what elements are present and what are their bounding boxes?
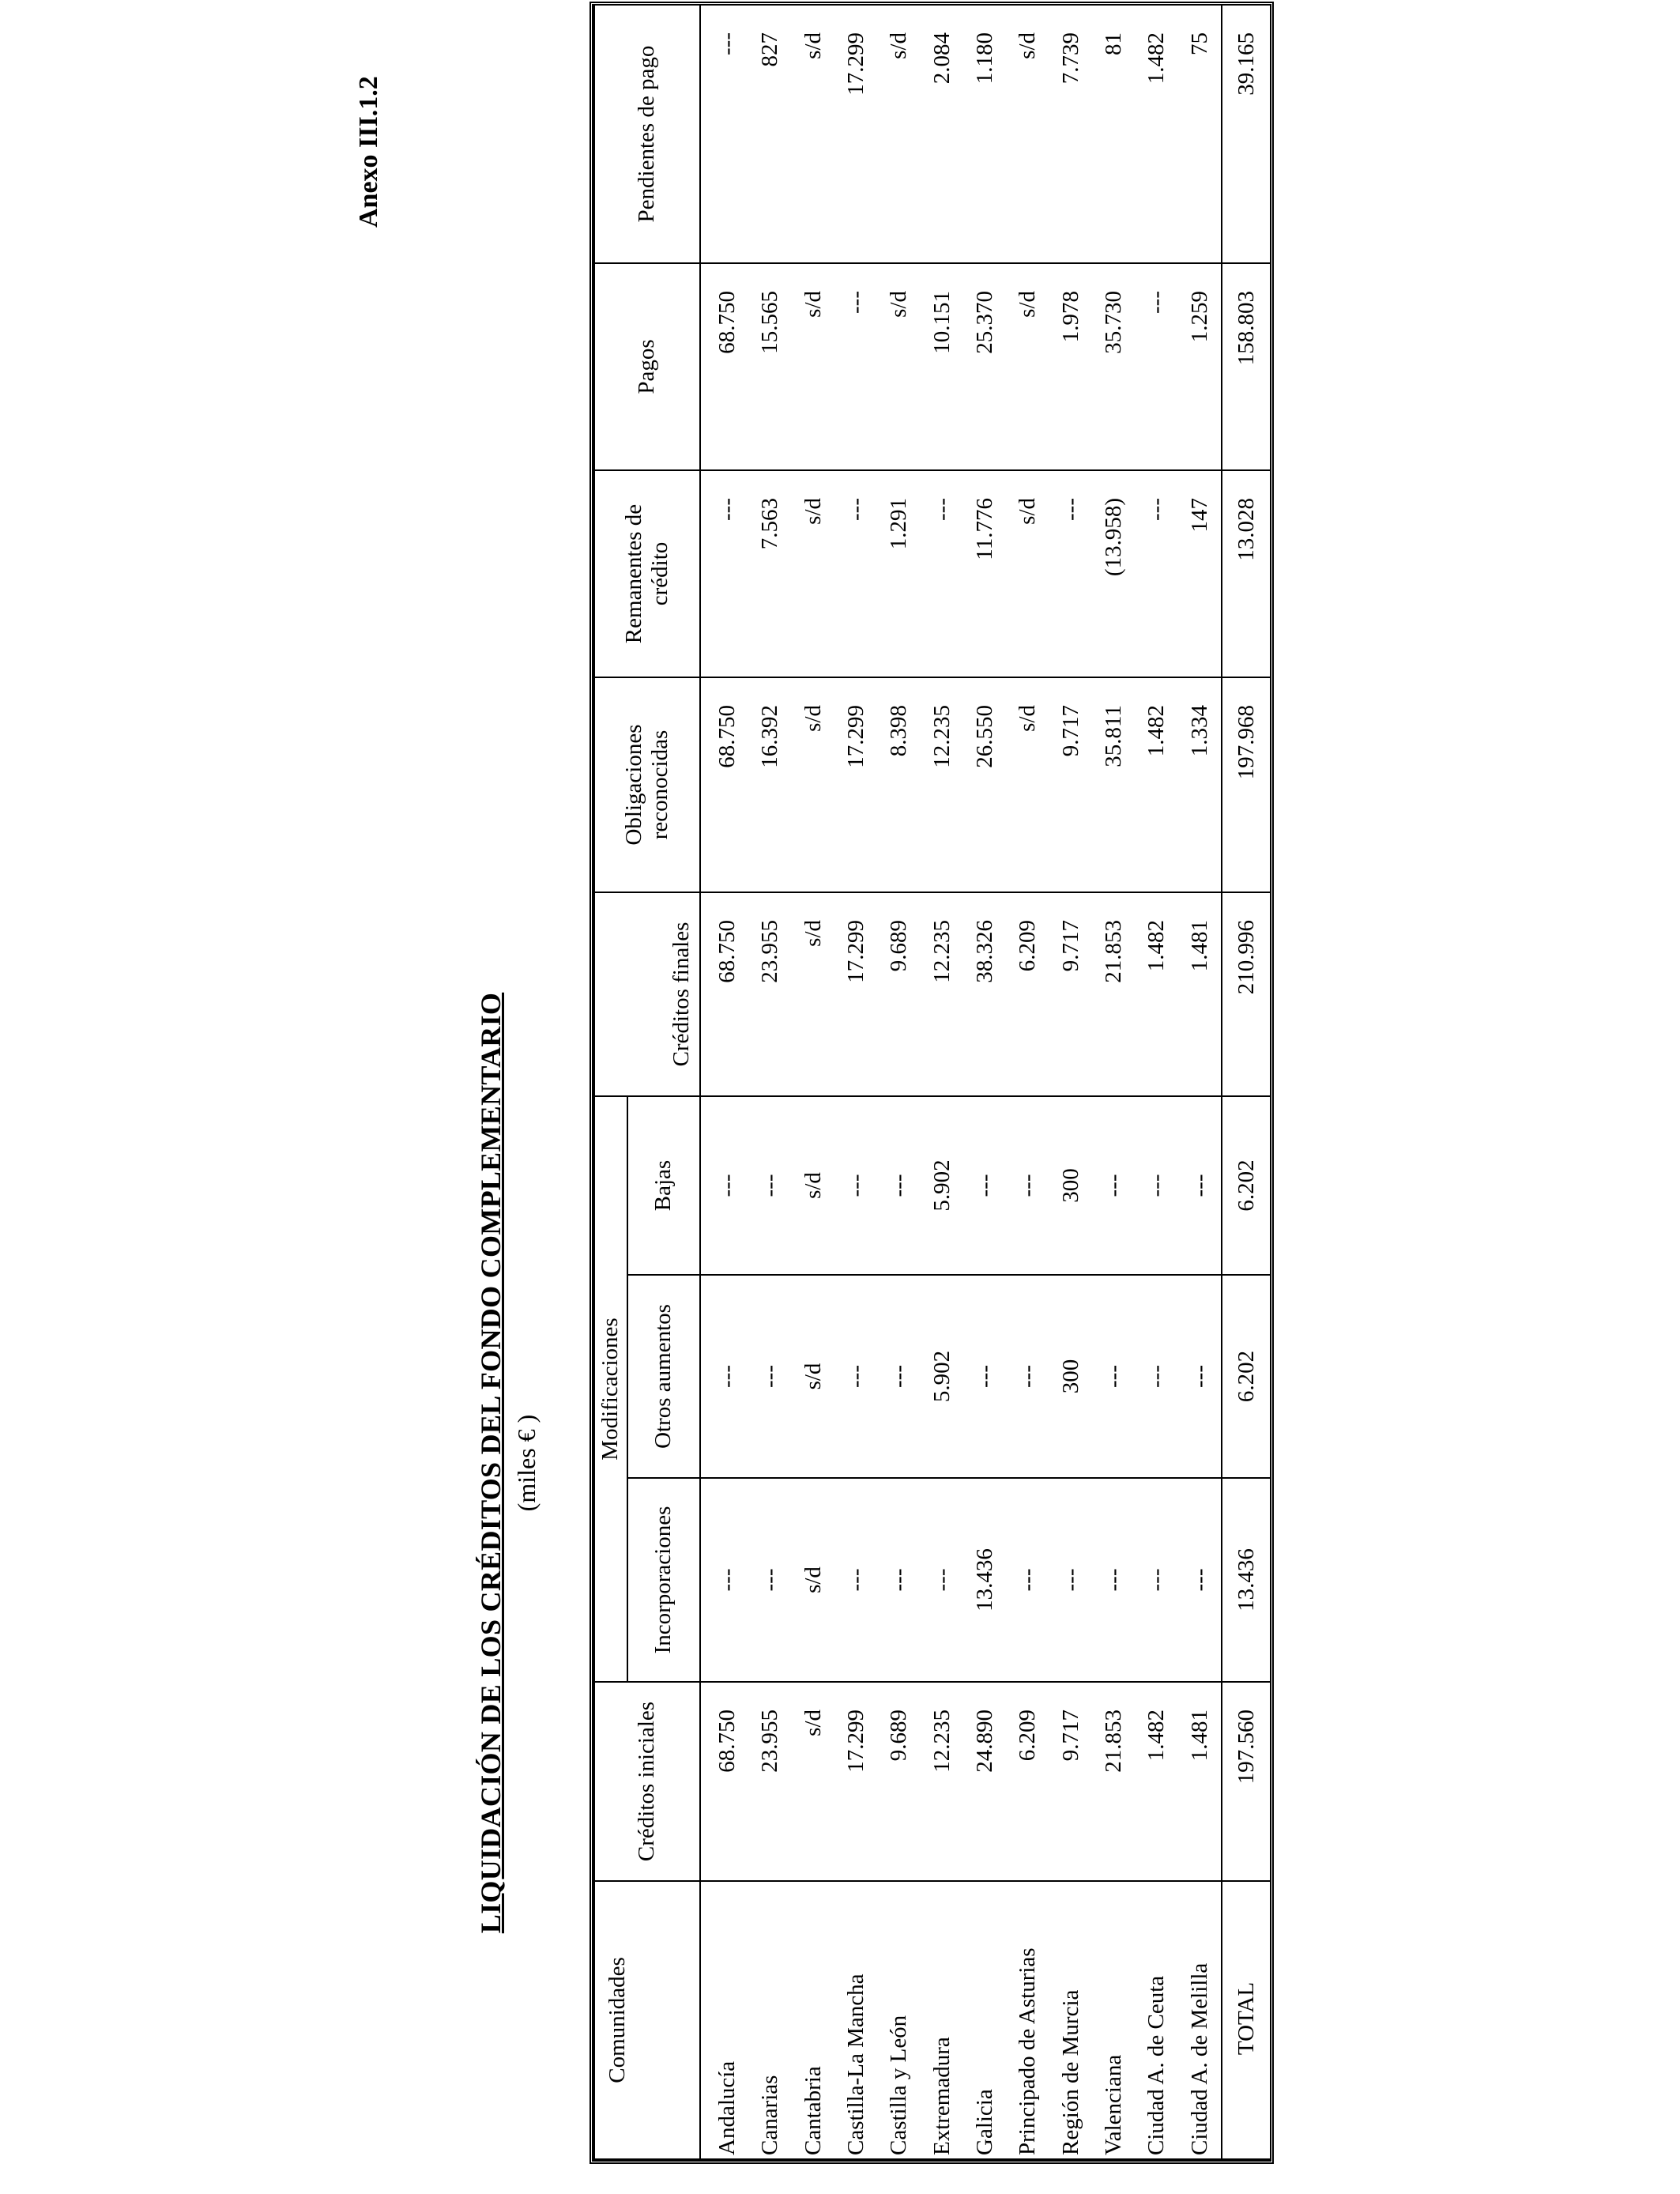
cell-finales: 21.853	[1092, 892, 1135, 1096]
cell-finales: 9.717	[1049, 892, 1092, 1096]
cell-bajas: ---	[1178, 1096, 1222, 1275]
cell-pagos: 10.151	[921, 263, 963, 470]
cell-remanentes: 147	[1178, 470, 1222, 677]
cell-incorporaciones: 13.436	[963, 1478, 1006, 1682]
cell-remanentes: s/d	[792, 470, 834, 677]
cell-total-bajas: 6.202	[1222, 1096, 1270, 1275]
cell-remanentes: ---	[700, 470, 749, 677]
cell-pendientes: 2.084	[921, 5, 963, 263]
cell-iniciales: 6.209	[1007, 1682, 1049, 1881]
cell-iniciales: 23.955	[749, 1682, 792, 1881]
header-obligaciones: Obligaciones reconocidas	[594, 677, 700, 892]
cell-obligaciones: 9.717	[1049, 677, 1092, 892]
cell-otros-aumentos: ---	[1007, 1275, 1049, 1478]
cell-finales: 23.955	[749, 892, 792, 1096]
cell-total-finales: 210.996	[1222, 892, 1270, 1096]
cell-otros-aumentos: ---	[1092, 1275, 1135, 1478]
cell-bajas: ---	[1007, 1096, 1049, 1275]
cell-obligaciones: 17.299	[834, 677, 877, 892]
table-row	[749, 5, 792, 2159]
cell-bajas: ---	[878, 1096, 921, 1275]
cell-obligaciones: 26.550	[963, 677, 1006, 892]
cell-pendientes: 1.482	[1136, 5, 1178, 263]
cell-pendientes: 7.739	[1049, 5, 1092, 263]
cell-incorporaciones: s/d	[792, 1478, 834, 1682]
cell-incorporaciones: ---	[1007, 1478, 1049, 1682]
cell-comunidad: Ciudad A. de Melilla	[1178, 1881, 1222, 2159]
total-row	[1222, 5, 1270, 2159]
table-row	[792, 5, 834, 2159]
cell-pagos: 1.259	[1178, 263, 1222, 470]
cell-obligaciones: 1.334	[1178, 677, 1222, 892]
cell-incorporaciones: ---	[1049, 1478, 1092, 1682]
cell-incorporaciones: ---	[1178, 1478, 1222, 1682]
header-remanentes: Remanentes de crédito	[594, 470, 700, 677]
cell-obligaciones: 8.398	[878, 677, 921, 892]
table-row	[1092, 5, 1135, 2159]
cell-incorporaciones: ---	[749, 1478, 792, 1682]
cell-comunidad: Galicia	[963, 1881, 1006, 2159]
cell-obligaciones: 68.750	[700, 677, 749, 892]
header-pendientes: Pendientes de pago	[594, 5, 700, 263]
annex-label: Anexo III.1.2	[354, 76, 383, 228]
cell-incorporaciones: ---	[834, 1478, 877, 1682]
cell-iniciales: 21.853	[1092, 1682, 1135, 1881]
cell-otros-aumentos: ---	[963, 1275, 1006, 1478]
cell-finales: 38.326	[963, 892, 1006, 1096]
cell-incorporaciones: ---	[700, 1478, 749, 1682]
cell-pagos: 35.730	[1092, 263, 1135, 470]
table-row	[921, 5, 963, 2159]
cell-finales: 12.235	[921, 892, 963, 1096]
cell-incorporaciones: ---	[1136, 1478, 1178, 1682]
cell-finales: 1.481	[1178, 892, 1222, 1096]
header-otros-aumentos: Otros aumentos	[627, 1275, 700, 1478]
page-title: LIQUIDACIÓN DE LOS CRÉDITOS DEL FONDO COMPLEMENTARIO	[475, 992, 507, 1934]
cell-pendientes: s/d	[792, 5, 834, 263]
cell-obligaciones: s/d	[792, 677, 834, 892]
cell-pagos: 25.370	[963, 263, 1006, 470]
table-row	[963, 5, 1006, 2159]
cell-obligaciones: 35.811	[1092, 677, 1135, 892]
table-row	[878, 5, 921, 2159]
cell-comunidad: Región de Murcia	[1049, 1881, 1092, 2159]
cell-total-pagos: 158.803	[1222, 263, 1270, 470]
cell-remanentes: 7.563	[749, 470, 792, 677]
cell-otros-aumentos: ---	[749, 1275, 792, 1478]
header-comunidades: Comunidades	[594, 1881, 700, 2159]
cell-comunidad: Extremadura	[921, 1881, 963, 2159]
cell-otros-aumentos: ---	[1136, 1275, 1178, 1478]
cell-obligaciones: 1.482	[1136, 677, 1178, 892]
cell-finales: 68.750	[700, 892, 749, 1096]
cell-pendientes: 81	[1092, 5, 1135, 263]
cell-iniciales: 12.235	[921, 1682, 963, 1881]
cell-finales: 6.209	[1007, 892, 1049, 1096]
cell-pagos: s/d	[878, 263, 921, 470]
cell-bajas: ---	[749, 1096, 792, 1275]
table-row	[1136, 5, 1178, 2159]
header-modificaciones: Modificaciones	[594, 1096, 627, 1682]
cell-otros-aumentos: s/d	[792, 1275, 834, 1478]
cell-iniciales: 1.481	[1178, 1682, 1222, 1881]
cell-iniciales: 24.890	[963, 1682, 1006, 1881]
cell-total-label: TOTAL	[1222, 1881, 1270, 2159]
cell-comunidad: Valenciana	[1092, 1881, 1135, 2159]
cell-pendientes: 75	[1178, 5, 1222, 263]
cell-total-iniciales: 197.560	[1222, 1682, 1270, 1881]
cell-bajas: 300	[1049, 1096, 1092, 1275]
cell-total-incorporaciones: 13.436	[1222, 1478, 1270, 1682]
header-creditos-iniciales: Créditos iniciales	[594, 1682, 700, 1881]
cell-remanentes: (13.958)	[1092, 470, 1135, 677]
table-row	[1178, 5, 1222, 2159]
cell-finales: s/d	[792, 892, 834, 1096]
cell-iniciales: 9.689	[878, 1682, 921, 1881]
cell-remanentes: 1.291	[878, 470, 921, 677]
cell-comunidad: Principado de Asturias	[1007, 1881, 1049, 2159]
header-creditos-finales: Créditos finales	[594, 892, 700, 1096]
cell-pagos: 1.978	[1049, 263, 1092, 470]
cell-otros-aumentos: ---	[878, 1275, 921, 1478]
cell-otros-aumentos: ---	[1178, 1275, 1222, 1478]
cell-iniciales: 9.717	[1049, 1682, 1092, 1881]
cell-otros-aumentos: ---	[834, 1275, 877, 1478]
cell-remanentes: ---	[921, 470, 963, 677]
table-row	[1049, 5, 1092, 2159]
cell-comunidad: Canarias	[749, 1881, 792, 2159]
cell-remanentes: 11.776	[963, 470, 1006, 677]
cell-bajas: s/d	[792, 1096, 834, 1275]
cell-finales: 9.689	[878, 892, 921, 1096]
cell-remanentes: ---	[834, 470, 877, 677]
cell-iniciales: s/d	[792, 1682, 834, 1881]
cell-iniciales: 17.299	[834, 1682, 877, 1881]
cell-total-otros-aumentos: 6.202	[1222, 1275, 1270, 1478]
cell-pagos: ---	[834, 263, 877, 470]
cell-remanentes: s/d	[1007, 470, 1049, 677]
cell-obligaciones: 12.235	[921, 677, 963, 892]
cell-bajas: ---	[963, 1096, 1006, 1275]
cell-otros-aumentos: 300	[1049, 1275, 1092, 1478]
cell-obligaciones: 16.392	[749, 677, 792, 892]
cell-pendientes: 1.180	[963, 5, 1006, 263]
header-pagos: Pagos	[594, 263, 700, 470]
cell-iniciales: 1.482	[1136, 1682, 1178, 1881]
cell-bajas: ---	[700, 1096, 749, 1275]
cell-pagos: s/d	[792, 263, 834, 470]
cell-incorporaciones: ---	[921, 1478, 963, 1682]
cell-incorporaciones: ---	[878, 1478, 921, 1682]
cell-otros-aumentos: ---	[700, 1275, 749, 1478]
cell-remanentes: ---	[1049, 470, 1092, 677]
cell-comunidad: Castilla-La Mancha	[834, 1881, 877, 2159]
liquidation-table-frame	[590, 2, 1274, 2164]
cell-bajas: ---	[1136, 1096, 1178, 1275]
cell-obligaciones: s/d	[1007, 677, 1049, 892]
cell-pendientes: s/d	[878, 5, 921, 263]
cell-pendientes: s/d	[1007, 5, 1049, 263]
cell-comunidad: Ciudad A. de Ceuta	[1136, 1881, 1178, 2159]
cell-comunidad: Andalucía	[700, 1881, 749, 2159]
cell-pagos: s/d	[1007, 263, 1049, 470]
cell-iniciales: 68.750	[700, 1682, 749, 1881]
cell-pagos: ---	[1136, 263, 1178, 470]
cell-pendientes: 827	[749, 5, 792, 263]
cell-pendientes: ---	[700, 5, 749, 263]
table-row	[1007, 5, 1049, 2159]
cell-bajas: ---	[834, 1096, 877, 1275]
cell-pendientes: 17.299	[834, 5, 877, 263]
cell-comunidad: Castilla y León	[878, 1881, 921, 2159]
cell-total-remanentes: 13.028	[1222, 470, 1270, 677]
header-bajas: Bajas	[627, 1096, 700, 1275]
header-incorporaciones: Incorporaciones	[627, 1478, 700, 1682]
table-row	[834, 5, 877, 2159]
cell-finales: 1.482	[1136, 892, 1178, 1096]
cell-pagos: 68.750	[700, 263, 749, 470]
page-subtitle: (miles € )	[512, 1414, 541, 1512]
cell-total-pendientes: 39.165	[1222, 5, 1270, 263]
cell-total-obligaciones: 197.968	[1222, 677, 1270, 892]
cell-comunidad: Cantabria	[792, 1881, 834, 2159]
cell-remanentes: ---	[1136, 470, 1178, 677]
liquidation-table	[593, 4, 1270, 2160]
cell-pagos: 15.565	[749, 263, 792, 470]
cell-incorporaciones: ---	[1092, 1478, 1135, 1682]
cell-bajas: 5.902	[921, 1096, 963, 1275]
table-row	[700, 5, 749, 2159]
cell-bajas: ---	[1092, 1096, 1135, 1275]
cell-finales: 17.299	[834, 892, 877, 1096]
table-body	[700, 5, 1270, 2159]
cell-otros-aumentos: 5.902	[921, 1275, 963, 1478]
